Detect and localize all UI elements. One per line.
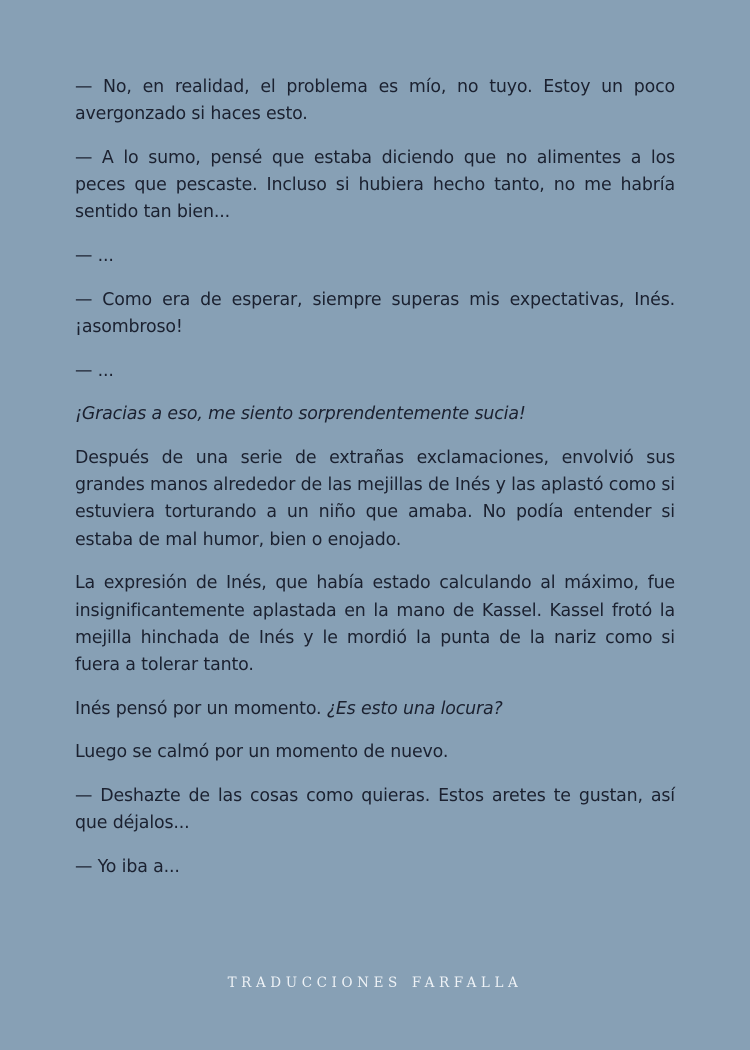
- paragraph-9: [75, 696, 675, 723]
- paragraph-5: — ...: [75, 360, 114, 381]
- italic-thought: ¿Es esto una locura?: [326, 698, 503, 719]
- paragraph-3: — ...: [75, 246, 114, 267]
- paragraph-2: — A lo sumo, pensé que estaba diciendo que no alimentes a los peces que pescaste. Incluso si hubiera hecho tanto, no me habría sentido tan bien...: [75, 147, 675, 223]
- paragraph-1: — No, en realidad, el problema es mío, no tuyo. Estoy un poco avergonzado si haces esto.: [75, 77, 675, 125]
- footer-credit: [0, 975, 750, 991]
- footer-word-1: TRADUCCIONES: [227, 975, 402, 991]
- narration-text: Inés pensó por un momento.: [75, 698, 327, 719]
- paragraph-12: — Yo iba a...: [75, 856, 180, 877]
- italic-thought: ¡Gracias a eso, me siento sorprendentemente sucia!: [75, 404, 526, 425]
- paragraph-7: Después de una serie de extrañas exclamaciones, envolvió sus grandes manos alrededor de las mejillas de Inés y las aplastó como si estuviera torturando a un niño que amaba. No podía entender si estaba de mal humor, bien o enojado.: [75, 448, 675, 550]
- paragraph-10: Luego se calmó por un momento de nuevo.: [75, 742, 449, 763]
- page-body: [75, 74, 675, 898]
- paragraph-8: La expresión de Inés, que había estado calculando al máximo, fue insignificantemente aplastada en la mano de Kassel. Kassel frotó la mejilla hinchada de Inés y le mordió la punta de la nariz como si fuera a tolerar tanto.: [75, 573, 675, 675]
- paragraph-11: — Deshazte de las cosas como quieras. Estos aretes te gustan, así que déjalos...: [75, 786, 675, 834]
- paragraph-6-italic: [75, 401, 675, 428]
- footer-word-2: FARFALLA: [411, 975, 523, 991]
- paragraph-4: — Como era de esperar, siempre superas mis expectativas, Inés. ¡asombroso!: [75, 289, 675, 337]
